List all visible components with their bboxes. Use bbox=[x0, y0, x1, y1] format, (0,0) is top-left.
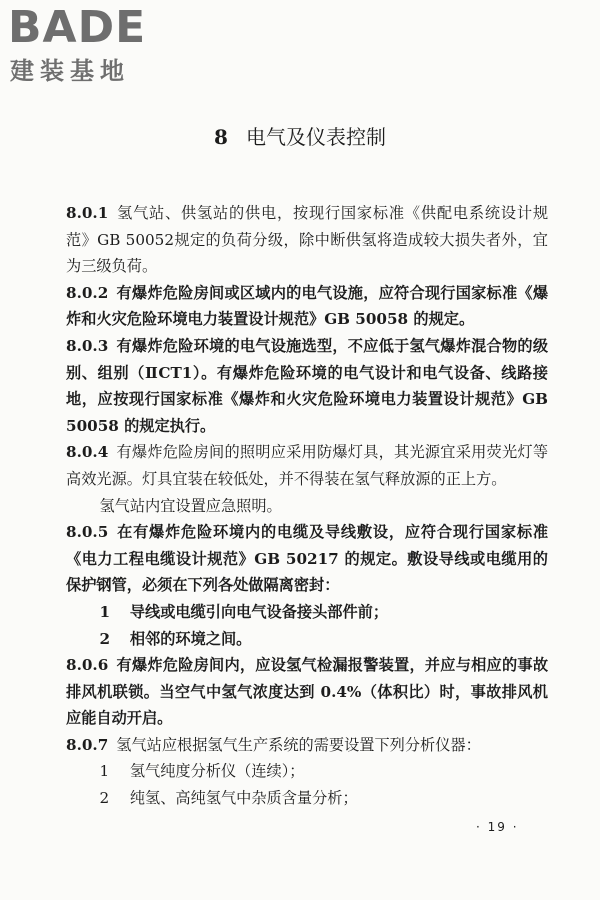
item-number: 1 bbox=[99, 602, 111, 621]
clause-number: 8.0.1 bbox=[66, 204, 109, 222]
clause-8-0-2 bbox=[66, 280, 548, 333]
chapter-number: 8 bbox=[214, 125, 228, 149]
clause-8-0-4 bbox=[66, 439, 548, 492]
clause-8-0-6 bbox=[66, 652, 548, 732]
item-text: 氢气纯度分析仪（连续）； bbox=[129, 762, 305, 781]
item-number: 1 bbox=[99, 762, 110, 781]
clause-number: 8.0.4 bbox=[66, 443, 109, 462]
list-item bbox=[66, 626, 548, 653]
document-body bbox=[66, 200, 548, 812]
item-number: 2 bbox=[99, 789, 110, 808]
chapter-title: 电气及仪表控制 bbox=[245, 125, 386, 149]
item-number: 2 bbox=[99, 629, 111, 648]
logo-subtitle: 建装基地 bbox=[10, 57, 130, 85]
clause-text: 在有爆炸危险环境内的电缆及导线敷设，应符合现行国家标准《电力工程电缆设计规范》GB 50217 的规定。敷设导线或电缆用的保护钢管，必须在下列各处做隔离密封： bbox=[66, 523, 548, 595]
clause-text: 有爆炸危险房间的照明应采用防爆灯具，其光源宜采用荧光灯等高效光源。灯具宜装在较低处，并不得装在氢气释放源的正上方。 bbox=[66, 443, 548, 488]
clause-number: 8.0.2 bbox=[66, 283, 109, 302]
item-text: 纯氢、高纯氢气中杂质含量分析； bbox=[129, 789, 358, 808]
logo-brand: BADE bbox=[8, 2, 147, 53]
list-item bbox=[66, 785, 548, 812]
list-item bbox=[66, 599, 548, 626]
page-number: · 19 · bbox=[476, 820, 519, 834]
bade-logo bbox=[6, 4, 176, 88]
clause-number: 8.0.6 bbox=[66, 656, 109, 675]
clause-number: 8.0.3 bbox=[66, 336, 109, 355]
chapter-heading bbox=[0, 120, 600, 154]
clause-text: 有爆炸危险环境的电气设施选型，不应低于氢气爆炸混合物的级别、组别（ⅡCT1）。有爆炸危险环境的电气设计和电气设备、线路接地，应按现行国家标准《爆炸和火灾危险环境电力装置设计规范》GB 50058 的规定执行。 bbox=[66, 336, 548, 435]
clause-text: 氢气站、供氢站的供电，按现行国家标准《供配电系统设计规范》GB 50052规定的负荷分级，除中断供氢将造成较大损失者外，宜为三级负荷。 bbox=[66, 204, 548, 276]
clause-number: 8.0.7 bbox=[66, 735, 109, 754]
clause-text: 有爆炸危险房间或区域内的电气设施，应符合现行国家标准《爆炸和火灾危险环境电力装置设计规范》GB 50058 的规定。 bbox=[66, 283, 548, 329]
item-text: 相邻的环境之间。 bbox=[129, 629, 252, 648]
clause-8-0-3 bbox=[66, 333, 548, 439]
item-text: 导线或电缆引向电气设备接头部件前； bbox=[129, 602, 389, 621]
clause-text: 有爆炸危险房间内，应设氢气检漏报警装置，并应与相应的事故排风机联锁。当空气中氢气浓度达到 0.4%（体积比）时，事故排风机应能自动开启。 bbox=[66, 656, 548, 728]
clause-text: 氢气站应根据氢气生产系统的需要设置下列分析仪器： bbox=[116, 735, 481, 754]
clause-number: 8.0.5 bbox=[66, 523, 109, 542]
list-item bbox=[66, 758, 548, 785]
clause-8-0-4-note: 氢气站内宜设置应急照明。 bbox=[99, 496, 282, 515]
clause-8-0-1 bbox=[66, 200, 548, 280]
clause-8-0-7 bbox=[66, 732, 548, 759]
clause-8-0-5 bbox=[66, 519, 548, 599]
